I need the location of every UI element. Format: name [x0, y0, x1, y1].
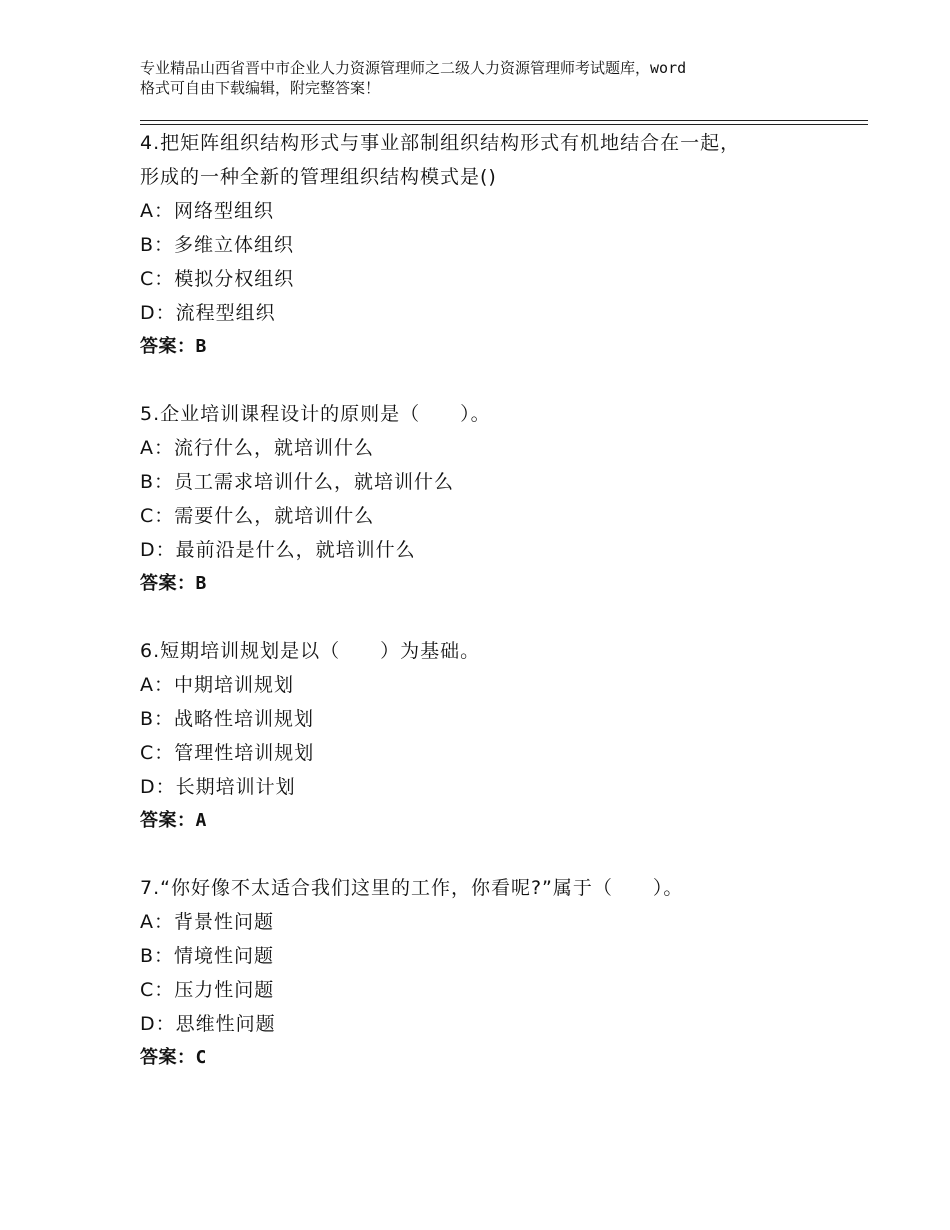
- question-text: 7.“你好像不太适合我们这里的工作，你看呢?”属于（ ）。: [140, 877, 684, 899]
- option-b: B：员工需求培训什么，就培训什么: [140, 471, 455, 493]
- header-divider-top: [140, 120, 868, 121]
- option-b: B：多维立体组织: [140, 234, 295, 256]
- option-d: D：最前沿是什么，就培训什么: [140, 539, 416, 561]
- question-text: 形成的一种全新的管理组织结构模式是(): [140, 166, 497, 188]
- answer-value: C: [195, 1047, 207, 1068]
- question-text: 4.把矩阵组织结构形式与事业部制组织结构形式有机地结合在一起，: [140, 132, 741, 154]
- option-d: D：流程型组织: [140, 302, 276, 324]
- header-line-2: 格式可自由下载编辑，附完整答案！: [140, 79, 381, 97]
- question-6: [140, 634, 860, 838]
- question-text: 6.短期培训规划是以（ ）为基础。: [140, 640, 481, 662]
- option-b: B：情境性问题: [140, 945, 275, 967]
- question-list: [140, 126, 860, 1075]
- answer-label: 答案：: [140, 810, 196, 831]
- question-7: [140, 871, 860, 1075]
- option-a: A：中期培训规划: [140, 674, 294, 696]
- option-a: A：背景性问题: [140, 911, 274, 933]
- answer-value: B: [195, 573, 207, 594]
- answer: [140, 1041, 860, 1075]
- option-a: A：流行什么，就培训什么: [140, 437, 374, 459]
- question-4: [140, 126, 860, 364]
- question-5: [140, 397, 860, 601]
- answer-label: 答案：: [140, 573, 196, 594]
- answer: [140, 567, 860, 601]
- option-c: C：需要什么，就培训什么: [140, 505, 375, 527]
- header-line-1: 专业精品山西省晋中市企业人力资源管理师之二级人力资源管理师考试题库，word: [140, 59, 687, 77]
- option-a: A：网络型组织: [140, 200, 274, 222]
- question-text: 5.企业培训课程设计的原则是（ ）。: [140, 403, 491, 425]
- option-d: D：思维性问题: [140, 1013, 276, 1035]
- option-c: C：模拟分权组织: [140, 268, 295, 290]
- answer-value: B: [195, 336, 207, 357]
- option-c: C：压力性问题: [140, 979, 275, 1001]
- answer-label: 答案：: [140, 336, 196, 357]
- answer: [140, 330, 860, 364]
- document-header: [140, 58, 830, 98]
- option-d: D：长期培训计划: [140, 776, 296, 798]
- header-divider-bottom: [140, 124, 868, 125]
- answer: [140, 804, 860, 838]
- option-c: C：管理性培训规划: [140, 742, 315, 764]
- answer-label: 答案：: [140, 1047, 196, 1068]
- answer-value: A: [195, 810, 207, 831]
- option-b: B：战略性培训规划: [140, 708, 315, 730]
